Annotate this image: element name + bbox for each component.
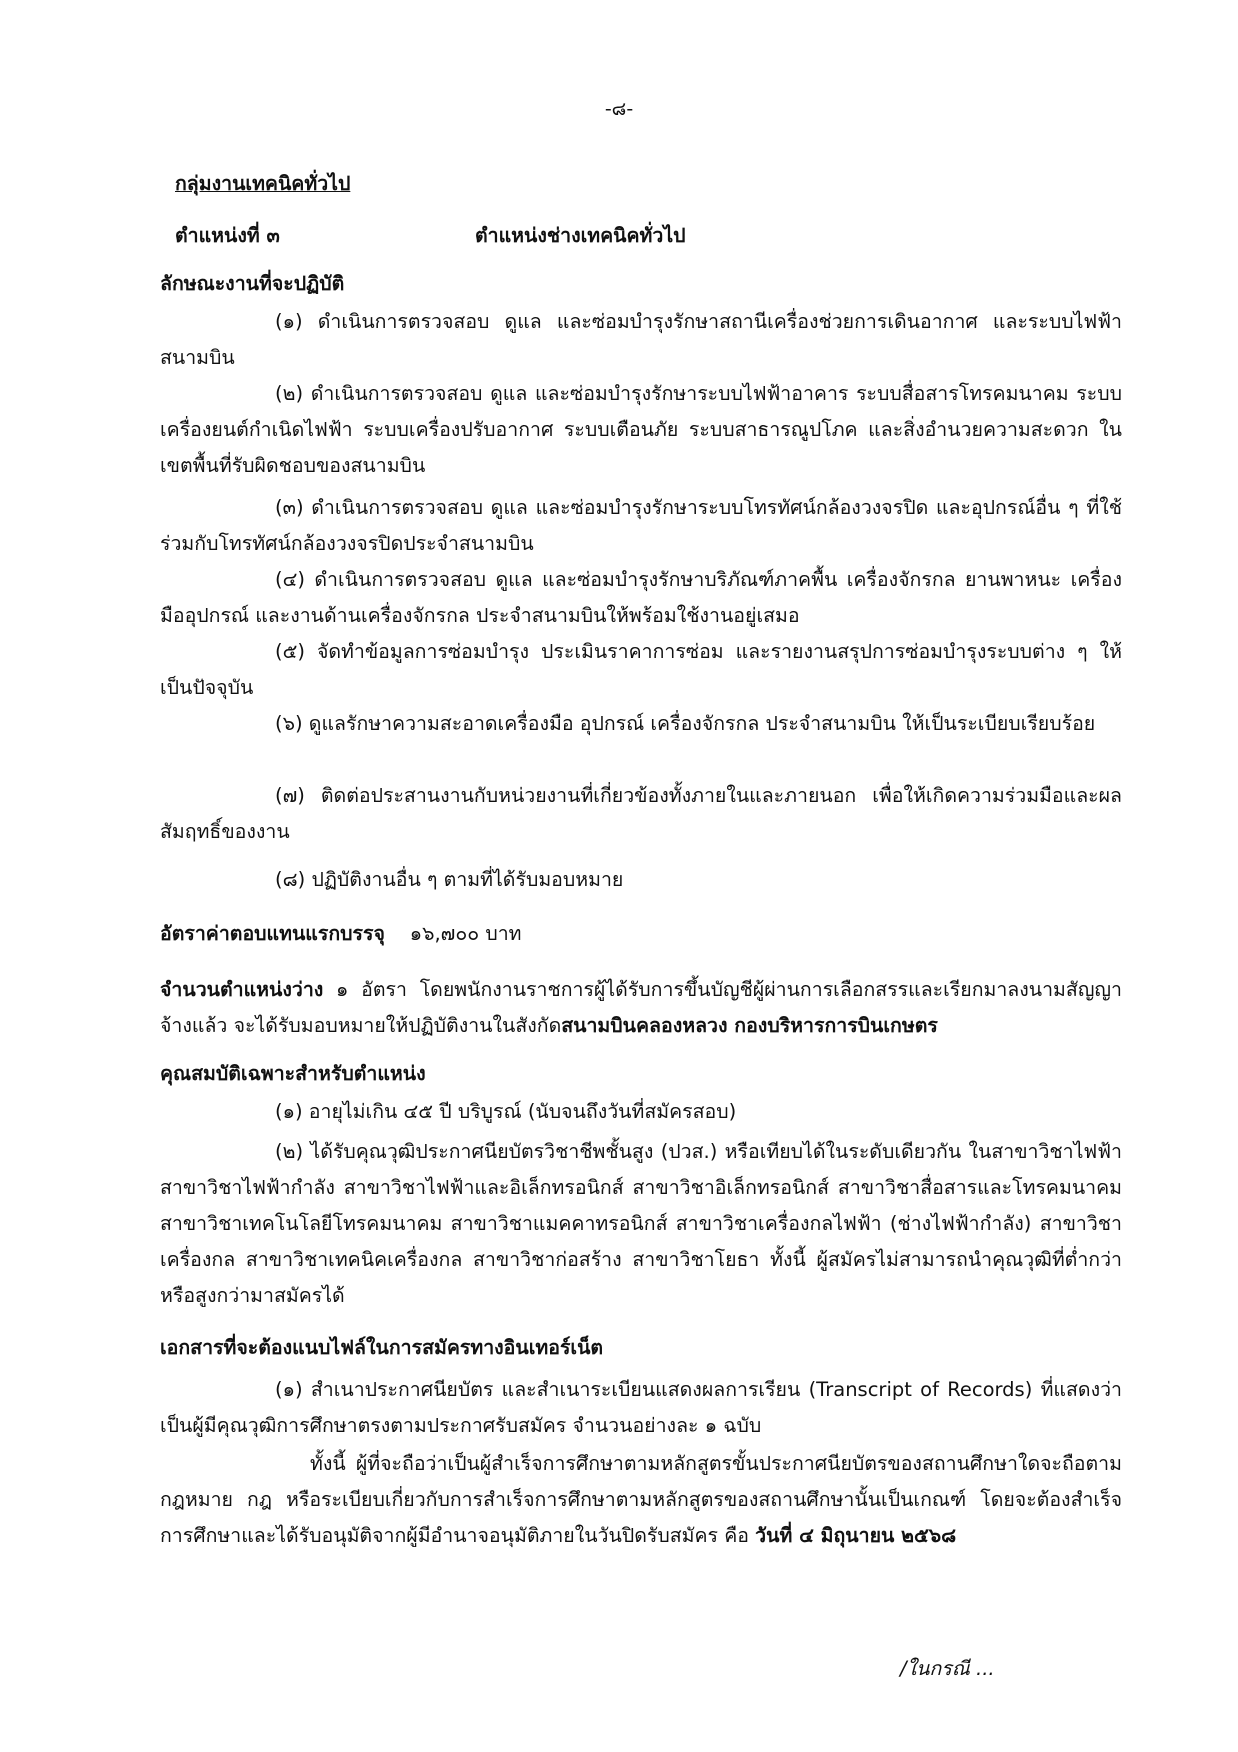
qualification-heading: คุณสมบัติเฉพาะสำหรับตำแหน่ง [160,1062,426,1085]
duty-item: (๒) ดำเนินการตรวจสอบ ดูแล และซ่อมบำรุงรักษาระบบไฟฟ้าอาคาร ระบบสื่อสารโทรคมนาคม ระบบเครื่องยนต์กำเนิดไฟฟ้า ระบบเครื่องปรับอากาศ ระบบเตือนภัย ระบบสาธารณูปโภค และสิ่งอำนวยความสะดวก ในเขตพื้นที่รับผิดชอบของสนามบิน [160,382,1122,477]
duty-item: (๓) ดำเนินการตรวจสอบ ดูแล และซ่อมบำรุงรักษาระบบโทรทัศน์กล้องวงจรปิด และอุปกรณ์อื่น ๆ ที่ใช้ร่วมกับโทรทัศน์กล้องวงจรปิดประจำสนามบิน [160,496,1122,555]
qualification-item: (๑) อายุไม่เกิน ๔๕ ปี บริบูรณ์ (นับจนถึงวันที่สมัครสอบ) [275,1100,737,1123]
position-number: ตำแหน่งที่ ๓ [175,224,280,247]
vacancy-paragraph [160,972,1122,1044]
duty-item: (๑) ดำเนินการตรวจสอบ ดูแล และซ่อมบำรุงรักษาสถานีเครื่องช่วยการเดินอากาศ และระบบไฟฟ้าสนามบิน [160,310,1122,369]
documents-heading: เอกสารที่จะต้องแนบไฟล์ในการสมัครทางอินเทอร์เน็ต [160,1336,604,1359]
duties-heading: ลักษณะงานที่จะปฏิบัติ [160,272,345,295]
salary-row [160,918,522,949]
qualification-item: (๒) ได้รับคุณวุฒิประกาศนียบัตรวิชาชีพชั้นสูง (ปวส.) หรือเทียบได้ในระดับเดียวกัน ในสาขาวิชาไฟฟ้า สาขาวิชาไฟฟ้ากำลัง สาขาวิชาไฟฟ้าและอิเล็กทรอนิกส์ สาขาวิชาอิเล็กทรอนิกส์ สาขาวิชาสื่อสารและโทรคมนาคม สาขาวิชาเทคโนโลยีโทรคมนาคม สาขาวิชาแมคคาทรอนิกส์ สาขาวิชาเครื่องกลไฟฟ้า (ช่างไฟฟ้ากำลัง) สาขาวิชาเครื่องกล สาขาวิชาเทคนิคเครื่องกล สาขาวิชาก่อสร้าง สาขาวิชาโยธา ทั้งนี้ ผู้สมัครไม่สามารถนำคุณวุฒิที่ต่ำกว่า หรือสูงกว่ามาสมัครได้ [160,1140,1122,1307]
deadline: วันที่ ๔ มิถุนายน ๒๕๖๘ [755,1524,957,1547]
group-title: กลุ่มงานเทคนิคทั่วไป [175,172,351,195]
continued-marker: /ในกรณี ... [900,1657,995,1680]
salary-label: อัตราค่าตอบแทนแรกบรรจุ [160,922,385,945]
duty-item: (๘) ปฏิบัติงานอื่น ๆ ตามที่ได้รับมอบหมาย [275,868,624,891]
duty-item: (๖) ดูแลรักษาความสะอาดเครื่องมือ อุปกรณ์ เครื่องจักรกล ประจำสนามบิน ให้เป็นระเบียบเรียบร้อย [275,712,1096,735]
vacancy-label: จำนวนตำแหน่งว่าง [160,978,324,1001]
duty-item: (๔) ดำเนินการตรวจสอบ ดูแล และซ่อมบำรุงรักษาบริภัณฑ์ภาคพื้น เครื่องจักรกล ยานพาหนะ เครื่องมืออุปกรณ์ และงานด้านเครื่องจักรกล ประจำสนามบินให้พร้อมใช้งานอยู่เสมอ [160,568,1122,627]
salary-value: ๑๖,๗๐๐ บาท [409,922,522,945]
vacancy-text: ๑ อัตรา โดยพนักงานราชการผู้ได้รับการขึ้นบัญชีผู้ผ่านการเลือกสรรและเรียกมาลงนามสัญญาจ้างแล้ว จะได้รับมอบหมายให้ปฏิบัติงานในสังกัด [160,978,1122,1037]
duty-item: (๗) ติดต่อประสานงานกับหน่วยงานที่เกี่ยวข้องทั้งภายในและภายนอก เพื่อให้เกิดความร่วมมือและผลสัมฤทธิ์ของงาน [160,784,1122,843]
position-title: ตำแหน่งช่างเทคนิคทั่วไป [475,224,686,247]
page-number: -๘- [604,98,634,120]
document-item: (๑) สำเนาประกาศนียบัตร และสำเนาระเบียนแสดงผลการเรียน (Transcript of Records) ที่แสดงว่าเป็นผู้มีคุณวุฒิการศึกษาตรงตามประกาศรับสมัคร จำนวนอย่างละ ๑ ฉบับ [160,1378,1122,1437]
duty-item: (๕) จัดทำข้อมูลการซ่อมบำรุง ประเมินราคาการซ่อม และรายงานสรุปการซ่อมบำรุงระบบต่าง ๆ ให้เป็นปัจจุบัน [160,640,1122,699]
vacancy-unit: สนามบินคลองหลวง กองบริหารการบินเกษตร [561,1014,938,1037]
document-note: ทั้งนี้ ผู้ที่จะถือว่าเป็นผู้สำเร็จการศึกษาตามหลักสูตรขั้นประกาศนียบัตรของสถานศึกษาใดจะถือตามกฎหมาย กฎ หรือระเบียบเกี่ยวกับการสำเร็จการศึกษาตามหลักสูตรของสถานศึกษานั้นเป็นเกณฑ์ โดยจะต้องสำเร็จการศึกษาและได้รับอนุมัติจากผู้มีอำนาจอนุมัติภายในวันปิดรับสมัคร คือ วันที่ ๔ มิถุนายน ๒๕๖๘ [160,1452,1122,1547]
